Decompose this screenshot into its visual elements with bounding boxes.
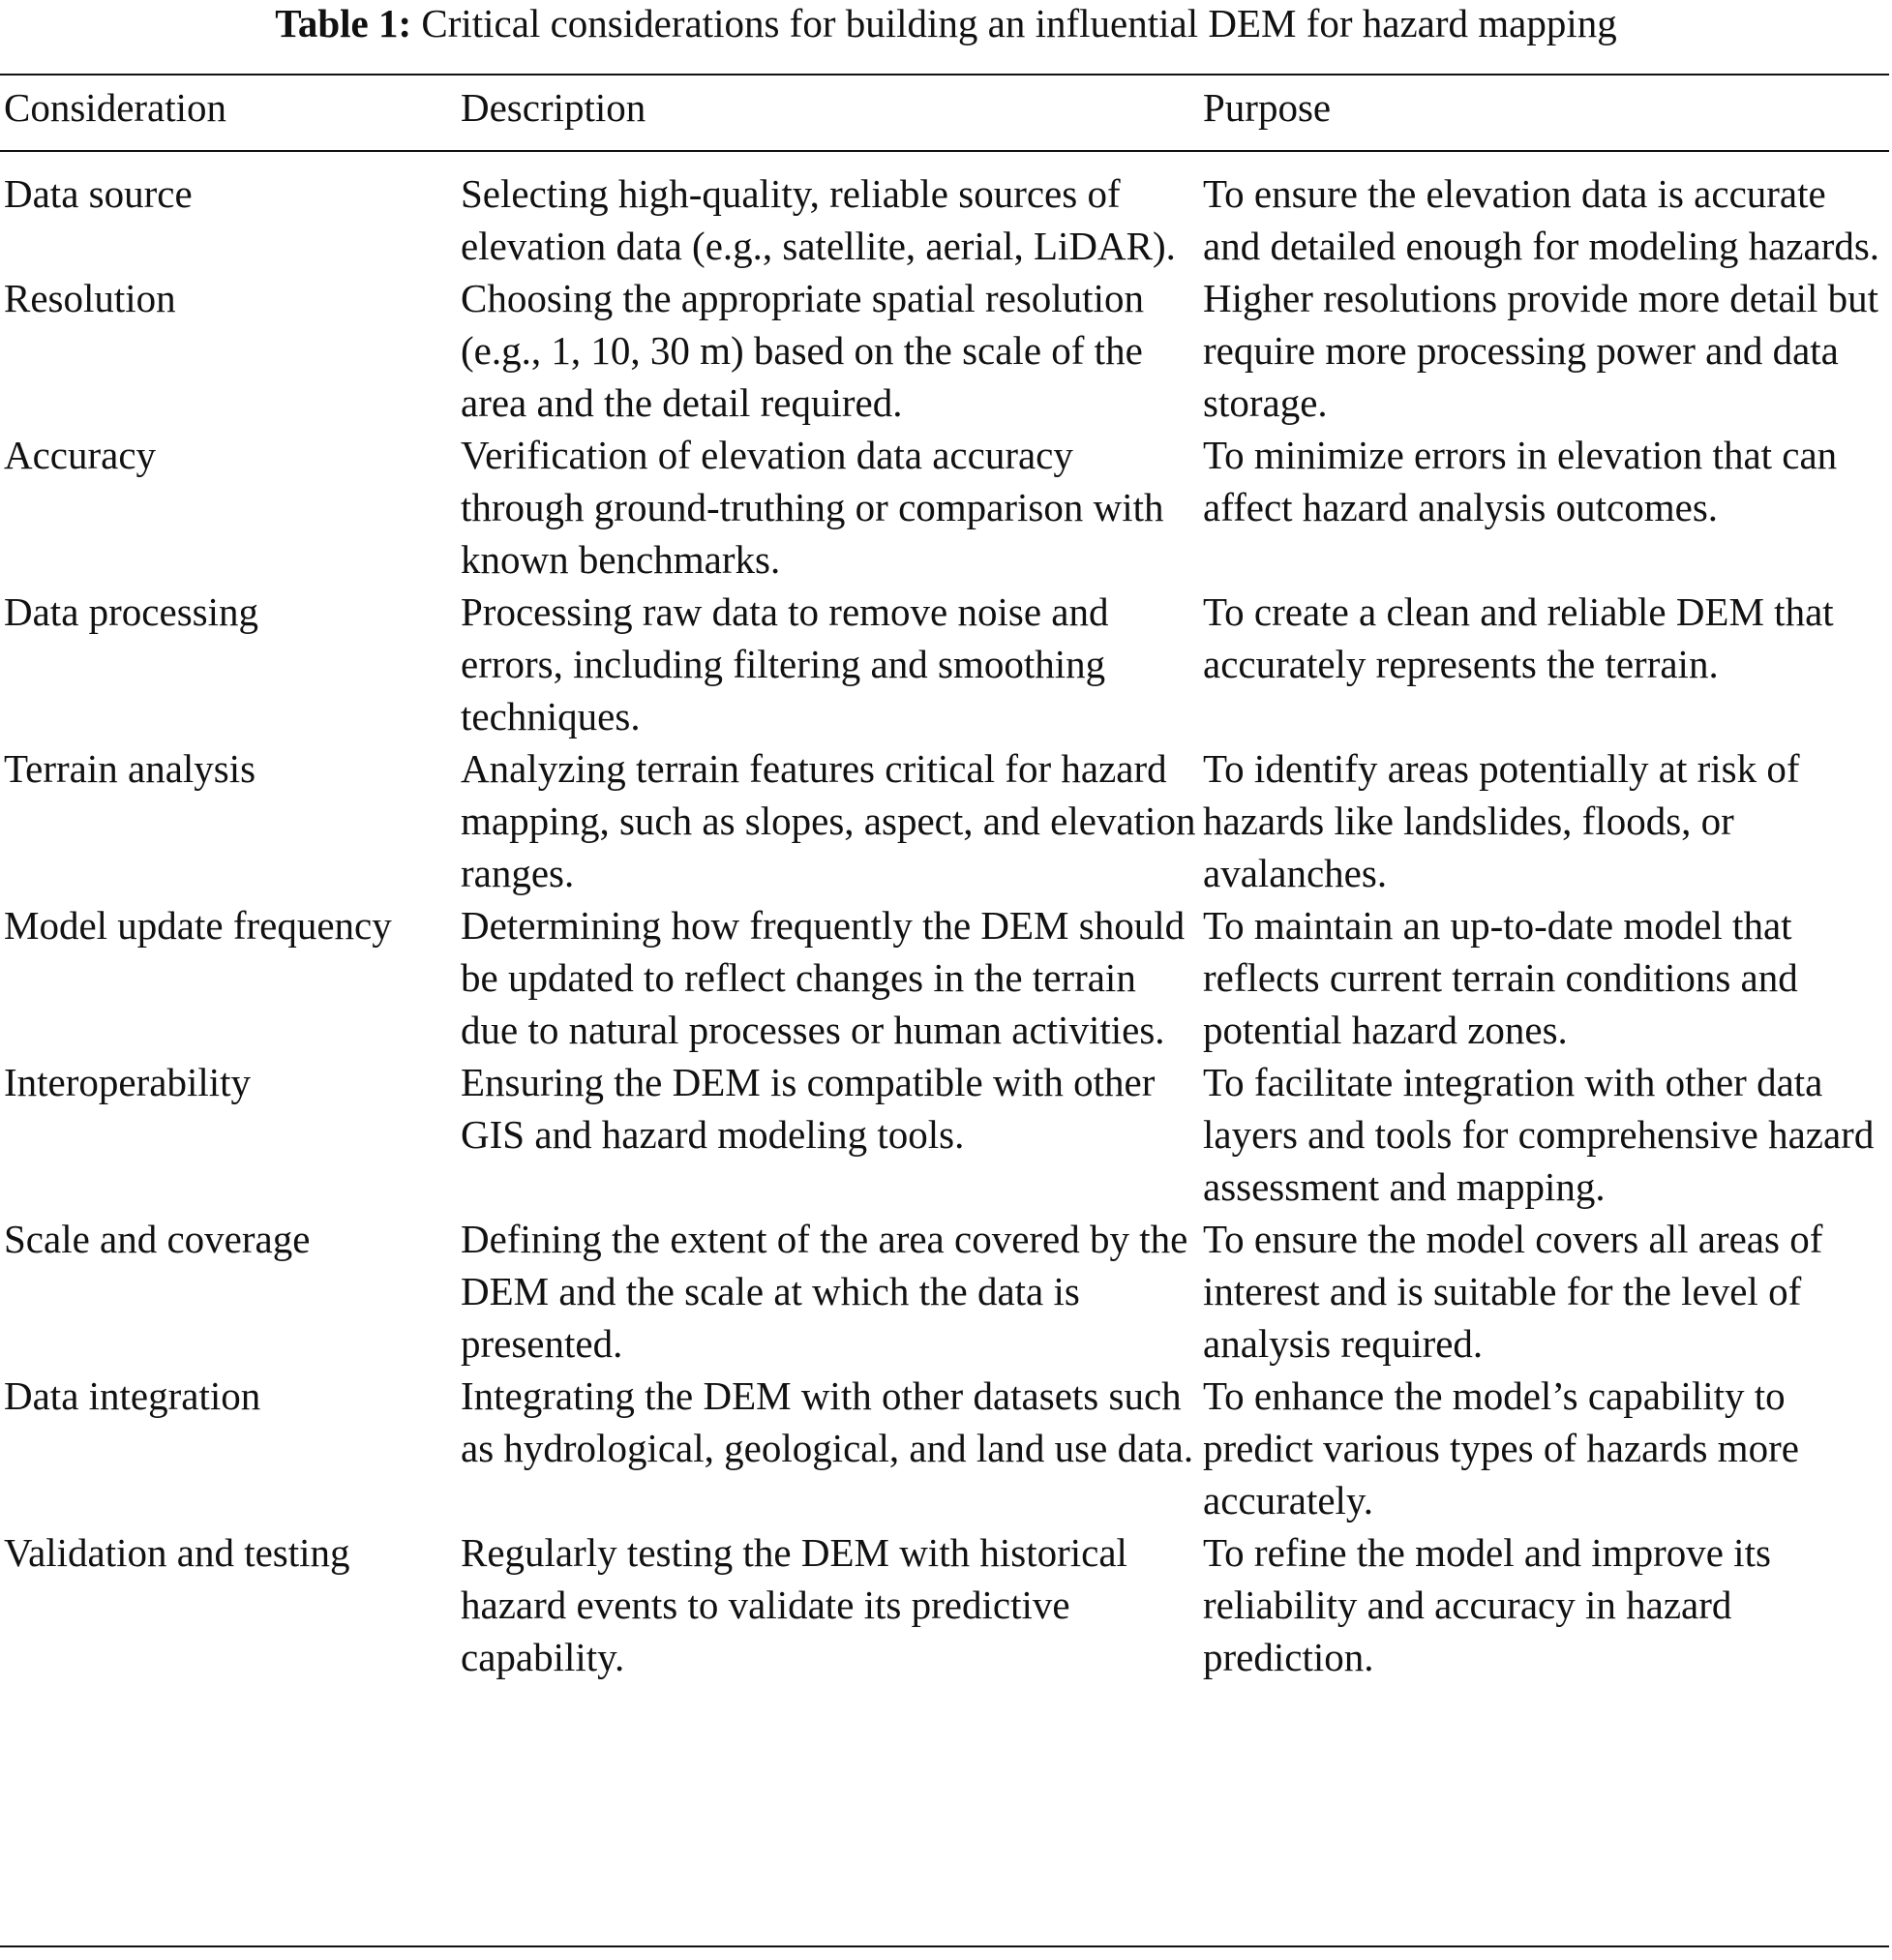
consideration-cell: Data integration	[4, 1373, 261, 1418]
header-consideration: Consideration	[4, 85, 227, 130]
consideration-cell: Model update frequency	[4, 903, 392, 948]
caption-label: Table 1:	[275, 1, 412, 45]
purpose-cell: To minimize errors in elevation that can affect hazard analysis outcomes.	[1203, 433, 1838, 529]
table-body	[4, 167, 1889, 1683]
description-cell: Defining the extent of the area covered by the DEM and the scale at which the data is presented.	[461, 1217, 1188, 1366]
purpose-cell: To create a clean and reliable DEM that accurately represents the terrain.	[1203, 589, 1834, 686]
consideration-cell: Data source	[4, 171, 193, 216]
header-description: Description	[461, 85, 646, 130]
header-purpose: Purpose	[1203, 85, 1332, 130]
consideration-cell: Data processing	[4, 589, 258, 634]
table-row	[4, 167, 1889, 272]
description-cell: Regularly testing the DEM with historical hazard events to validate its predictive capability.	[461, 1530, 1127, 1679]
caption-text: Critical considerations for building an influential DEM for hazard mapping	[421, 1, 1617, 45]
table-row	[4, 586, 1889, 742]
consideration-cell: Resolution	[4, 276, 176, 320]
table-row	[4, 1056, 1889, 1213]
consideration-cell: Accuracy	[4, 433, 157, 477]
consideration-cell: Validation and testing	[4, 1530, 350, 1575]
table-row	[4, 1213, 1889, 1370]
consideration-cell: Interoperability	[4, 1060, 252, 1104]
table-row	[4, 1370, 1889, 1526]
table-row	[4, 429, 1889, 586]
table-header	[4, 81, 1889, 134]
table-row	[4, 899, 1889, 1056]
description-cell: Verification of elevation data accuracy through ground-truthing or comparison with known benchmarks.	[461, 433, 1164, 582]
description-cell: Analyzing terrain features critical for hazard mapping, such as slopes, aspect, and elevation ranges.	[461, 746, 1196, 895]
purpose-cell: To identify areas potentially at risk of hazards like landslides, floods, or avalanches.	[1203, 746, 1800, 895]
purpose-cell: Higher resolutions provide more detail but require more processing power and data storage.	[1203, 276, 1878, 425]
purpose-cell: To refine the model and improve its reliability and accuracy in hazard prediction.	[1203, 1530, 1771, 1679]
description-cell: Choosing the appropriate spatial resolution (e.g., 1, 10, 30 m) based on the scale of the area and the detail required.	[461, 276, 1144, 425]
purpose-cell: To ensure the elevation data is accurate and detailed enough for modeling hazards.	[1203, 171, 1880, 268]
purpose-cell: To ensure the model covers all areas of interest and is suitable for the level of analysis required.	[1203, 1217, 1823, 1366]
bottom-rule	[0, 1945, 1889, 1947]
consideration-cell: Terrain analysis	[4, 746, 256, 791]
description-cell: Determining how frequently the DEM should be updated to reflect changes in the terrain due to natural processes or human activities.	[461, 903, 1186, 1052]
description-cell: Processing raw data to remove noise and errors, including filtering and smoothing techniques.	[461, 589, 1109, 739]
description-cell: Integrating the DEM with other datasets such as hydrological, geological, and land use data.	[461, 1373, 1194, 1470]
table-row	[4, 1526, 1889, 1683]
header-rule	[0, 150, 1889, 152]
table-row	[4, 272, 1889, 429]
purpose-cell: To maintain an up-to-date model that reflects current terrain conditions and potential hazard zones.	[1203, 903, 1798, 1052]
top-rule	[0, 74, 1889, 75]
description-cell: Ensuring the DEM is compatible with other GIS and hazard modeling tools.	[461, 1060, 1156, 1157]
description-cell: Selecting high-quality, reliable sources of elevation data (e.g., satellite, aerial, LiDAR).	[461, 171, 1176, 268]
table-caption	[0, 2, 1892, 45]
purpose-cell: To enhance the model’s capability to predict various types of hazards more accurately.	[1203, 1373, 1799, 1523]
consideration-cell: Scale and coverage	[4, 1217, 311, 1261]
header-row	[4, 81, 1889, 134]
purpose-cell: To facilitate integration with other data layers and tools for comprehensive hazard assessment and mapping.	[1203, 1060, 1875, 1209]
table-row	[4, 742, 1889, 899]
